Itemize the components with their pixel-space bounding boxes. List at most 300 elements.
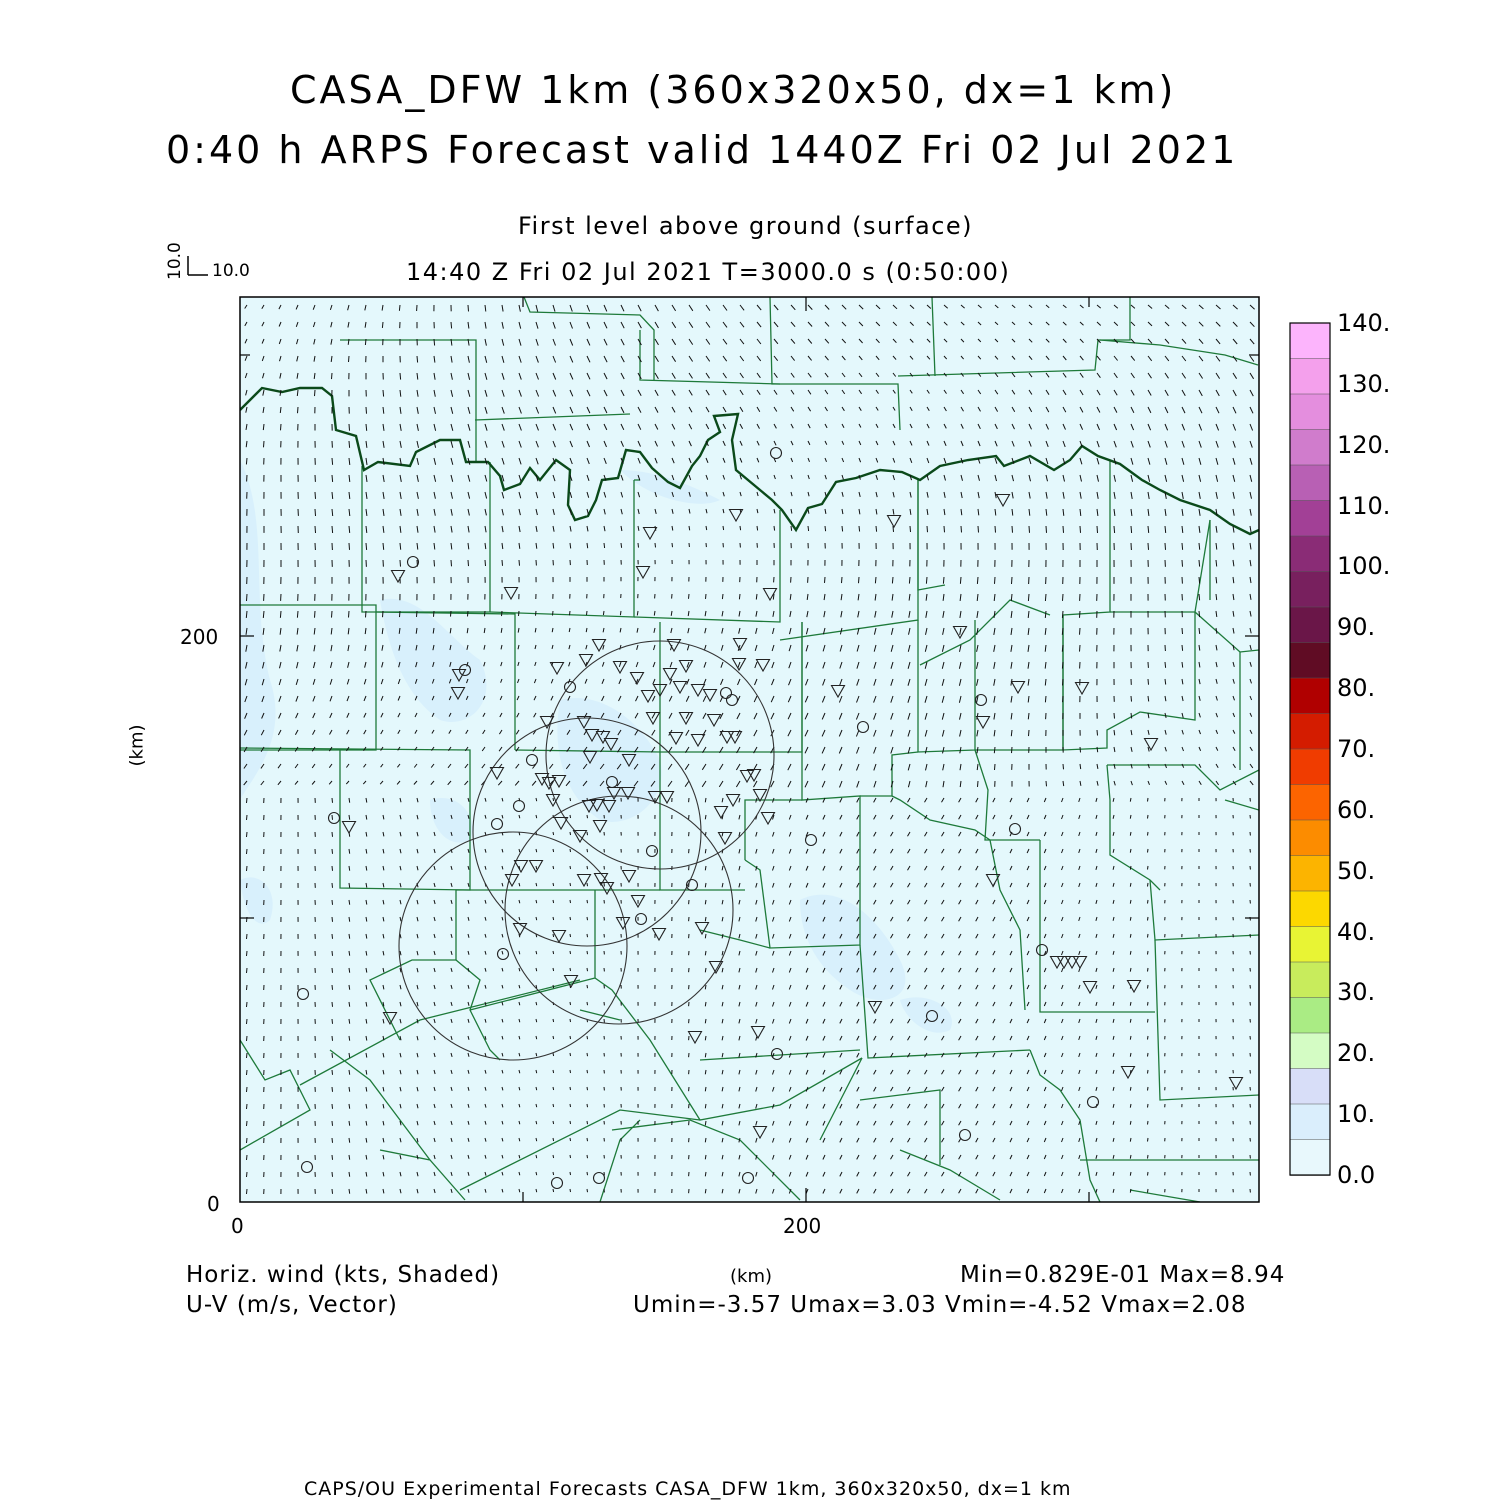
wind-vector <box>1130 968 1131 972</box>
wind-vector <box>1199 594 1200 600</box>
wind-vector <box>960 577 961 584</box>
wind-vector <box>365 339 366 345</box>
wind-vector <box>1148 900 1149 904</box>
colorbar-swatch <box>1290 501 1330 537</box>
wind-vector <box>1130 815 1131 819</box>
colorbar-label: 100. <box>1337 552 1391 581</box>
wind-vector <box>332 1172 333 1177</box>
wind-vector <box>247 594 248 601</box>
wind-vector <box>366 424 367 431</box>
wind-vector <box>332 475 333 482</box>
wind-vector <box>434 339 435 346</box>
wind-vector <box>1028 594 1029 601</box>
wind-vector <box>570 1138 571 1141</box>
wind-vector <box>705 985 706 989</box>
colorbar-swatch <box>1290 359 1330 395</box>
wind-vector <box>553 934 554 937</box>
colorbar-label: 30. <box>1337 978 1376 1007</box>
wind-vector <box>349 1121 350 1126</box>
wind-vector <box>536 1002 537 1005</box>
wind-vector <box>349 543 350 550</box>
wind-vector <box>366 407 367 414</box>
wind-vector <box>1063 679 1064 685</box>
wind-vector <box>332 934 333 939</box>
wind-vector <box>1097 526 1098 533</box>
wind-vector <box>553 543 554 549</box>
wind-vector <box>247 951 248 956</box>
wind-vector <box>1130 1155 1131 1159</box>
wind-vector <box>297 390 298 396</box>
colorbar-label: 140. <box>1337 309 1391 337</box>
wind-vector <box>1130 1189 1131 1193</box>
wind-vector <box>587 1121 588 1124</box>
wind-vector <box>587 1104 588 1107</box>
wind-vector <box>247 1189 248 1194</box>
wind-vector <box>927 526 928 532</box>
wind-vector <box>536 883 537 886</box>
title-line2: 0:40 h ARPS Forecast valid 1440Z Fri 02 Jul 2021 <box>166 128 1239 172</box>
wind-vector <box>383 611 384 617</box>
wind-vector <box>247 1138 248 1143</box>
wind-vector <box>587 611 588 615</box>
wind-vector <box>637 611 638 615</box>
wind-vector <box>349 917 350 922</box>
wind-vector <box>553 1121 554 1124</box>
wind-vector <box>349 526 350 533</box>
wind-vector <box>553 1053 554 1056</box>
y-axis-label: (km) <box>126 724 148 767</box>
wind-vector <box>705 900 706 904</box>
wind-vector <box>1130 1087 1131 1091</box>
wind-vector <box>587 917 588 920</box>
wind-vector <box>944 526 945 532</box>
wind-vector <box>553 1189 554 1192</box>
wind-vector <box>485 611 486 616</box>
wind-vector <box>995 526 996 533</box>
vector-key-u-label: 10.0 <box>212 261 250 281</box>
wind-vector <box>1130 1053 1131 1057</box>
wind-vector <box>349 815 350 820</box>
wind-vector <box>553 798 554 801</box>
wind-vector <box>349 900 350 905</box>
wind-vector <box>570 866 571 869</box>
wind-vector <box>332 1036 333 1041</box>
wind-vector <box>791 526 792 531</box>
wind-vector <box>536 1172 537 1175</box>
wind-vector <box>1114 730 1115 735</box>
wind-vector <box>587 883 588 886</box>
wind-vector <box>587 1087 588 1090</box>
wind-vector <box>1148 1189 1149 1193</box>
colorbar-swatch <box>1290 785 1330 821</box>
wind-vector <box>739 594 740 599</box>
wind-vector <box>315 611 316 618</box>
wind-vector <box>553 1036 554 1039</box>
wind-vector <box>536 1121 537 1124</box>
wind-vector <box>1148 951 1149 955</box>
wind-vector <box>247 985 248 990</box>
wind-vector <box>332 1155 333 1160</box>
wind-vector <box>910 526 911 532</box>
wind-vector <box>570 968 571 971</box>
wind-vector <box>1062 611 1063 618</box>
wind-vector <box>1148 985 1149 989</box>
wind-vector <box>349 611 350 618</box>
wind-vector <box>1130 849 1131 853</box>
wind-vector <box>1097 730 1098 736</box>
wind-vector <box>1148 968 1149 972</box>
wind-vector <box>570 543 571 548</box>
wind-vector <box>349 1002 350 1007</box>
wind-vector <box>570 1172 571 1175</box>
wind-vector <box>1148 866 1149 870</box>
wind-vector <box>1199 628 1200 634</box>
wind-vector <box>722 594 723 599</box>
wind-vector <box>1062 628 1063 635</box>
wind-vector <box>399 305 400 311</box>
wind-vector <box>332 1053 333 1058</box>
wind-vector <box>247 968 248 973</box>
wind-vector <box>705 1070 706 1074</box>
colorbar-label: 120. <box>1337 430 1391 459</box>
wind-vector <box>1165 662 1166 668</box>
wind-vector <box>706 594 707 599</box>
wind-vector <box>280 611 281 618</box>
wind-vector <box>1182 645 1183 651</box>
colorbar-label: 70. <box>1337 735 1376 763</box>
wind-vector <box>570 1087 571 1090</box>
colorbar-swatch <box>1290 643 1330 679</box>
wind-vector <box>553 1155 554 1158</box>
wind-vector <box>247 883 248 888</box>
wind-vector <box>1148 1104 1149 1108</box>
wind-vector <box>383 390 384 397</box>
wind-vector <box>705 1172 706 1176</box>
wind-vector <box>332 1019 333 1024</box>
wind-vector <box>1012 526 1013 533</box>
wind-vector <box>570 611 571 615</box>
wind-vector <box>859 526 860 532</box>
wind-vector <box>536 1138 537 1141</box>
wind-vector <box>842 526 843 531</box>
wind-vector <box>587 849 588 852</box>
wind-vector <box>553 611 554 616</box>
wind-vector <box>1012 577 1013 584</box>
colorbar-swatch <box>1290 962 1330 998</box>
wind-vector <box>1029 730 1030 736</box>
wind-vector <box>570 1053 571 1056</box>
wind-vector <box>705 815 706 819</box>
wind-vector <box>332 985 333 990</box>
colorbar-swatch <box>1290 572 1330 608</box>
wind-vector <box>1148 1155 1149 1159</box>
wind-vector <box>705 1189 706 1193</box>
wind-vector <box>570 917 571 920</box>
wind-vector <box>349 356 350 362</box>
wind-vector <box>570 1189 571 1192</box>
wind-vector <box>263 611 264 618</box>
wind-vector <box>246 458 247 464</box>
wind-vector <box>1148 679 1149 685</box>
wind-vector <box>587 543 588 548</box>
wind-vector <box>1148 917 1149 921</box>
colorbar-label: 90. <box>1337 613 1376 642</box>
wind-vector <box>366 543 367 550</box>
wind-vector <box>1046 526 1047 533</box>
wind-vector <box>1148 883 1149 887</box>
wind-vector <box>332 1070 333 1075</box>
wind-vector <box>332 373 333 379</box>
wind-vector <box>587 1138 588 1141</box>
wind-vector <box>587 1053 588 1056</box>
wind-vector <box>705 866 706 870</box>
colorbar-swatch <box>1290 323 1330 359</box>
wind-vector <box>1130 1172 1131 1176</box>
wind-vector <box>247 815 248 820</box>
wind-vector <box>774 526 775 531</box>
wind-vector <box>332 883 333 888</box>
colorbar-swatch <box>1290 607 1330 643</box>
wind-vector <box>553 968 554 971</box>
wind-vector <box>1199 577 1200 584</box>
wind-vector <box>349 798 350 803</box>
wind-vector <box>1130 1036 1131 1040</box>
wind-vector <box>349 883 350 888</box>
wind-vector <box>961 526 962 532</box>
wind-vector <box>1045 696 1046 702</box>
wind-vector <box>654 611 655 616</box>
wind-vector <box>1011 594 1012 601</box>
wind-vector <box>1131 526 1132 533</box>
colorbar-swatch <box>1290 678 1330 714</box>
wind-vector <box>247 1019 248 1024</box>
wind-vector <box>723 526 724 530</box>
wind-vector <box>349 1155 350 1160</box>
wind-vector <box>1148 1121 1149 1125</box>
wind-vector <box>349 951 350 956</box>
wind-vector <box>570 900 571 903</box>
wind-vector <box>587 832 588 835</box>
wind-vector <box>536 1036 537 1039</box>
wind-vector <box>247 934 248 939</box>
wind-vector <box>297 611 298 618</box>
wind-vector <box>1165 543 1166 550</box>
wind-vector <box>604 543 605 548</box>
wind-vector <box>1130 798 1131 802</box>
subtitle-time: 14:40 Z Fri 02 Jul 2021 T=3000.0 s (0:50:00) <box>406 258 1011 286</box>
wind-vector <box>1148 1138 1149 1142</box>
wind-vector <box>587 1172 588 1175</box>
wind-vector <box>587 900 588 903</box>
wind-vector <box>1063 764 1064 769</box>
wind-vector <box>705 849 706 853</box>
colorbar-label: 10. <box>1337 1100 1376 1129</box>
wind-vector <box>587 985 588 988</box>
wind-vector <box>570 1104 571 1107</box>
colorbar-label: 60. <box>1337 795 1376 824</box>
wind-vector <box>536 798 537 801</box>
colorbar-swatch <box>1290 465 1330 501</box>
wind-vector <box>553 1104 554 1107</box>
wind-vector <box>570 1155 571 1158</box>
wind-vector <box>451 560 452 566</box>
legend-shaded: Horiz. wind (kts, Shaded) <box>186 1262 501 1288</box>
wind-vector <box>349 1070 350 1075</box>
wind-vector <box>536 1189 537 1192</box>
wind-vector <box>332 900 333 905</box>
colorbar-swatch <box>1290 430 1330 466</box>
wind-vector <box>349 1087 350 1092</box>
wind-vector <box>1130 1138 1131 1142</box>
wind-vector <box>536 1087 537 1090</box>
wind-vector <box>1063 781 1064 786</box>
wind-vector <box>332 1087 333 1092</box>
wind-vector <box>994 747 995 753</box>
legend-vector: U-V (m/s, Vector) <box>186 1292 398 1318</box>
wind-vector <box>570 798 571 801</box>
wind-vector <box>1080 645 1081 652</box>
wind-vector <box>332 1138 333 1143</box>
title-line1: CASA_DFW 1km (360x320x50, dx=1 km) <box>290 68 1177 112</box>
wind-vector <box>298 407 299 413</box>
wind-vector <box>1045 594 1046 601</box>
wind-vector <box>570 832 571 835</box>
wind-vector <box>349 1172 350 1177</box>
wind-vector <box>536 1019 537 1022</box>
wind-vector <box>536 815 537 818</box>
wind-vector <box>603 611 604 615</box>
wind-vector <box>247 1036 248 1041</box>
wind-vector <box>1028 713 1029 719</box>
wind-vector <box>1130 1104 1131 1108</box>
wind-vector <box>1130 934 1131 938</box>
wind-vector <box>349 1138 350 1143</box>
wind-vector <box>383 543 384 550</box>
wind-vector <box>366 611 367 617</box>
wind-vector <box>332 798 333 803</box>
wind-vector <box>349 1019 350 1024</box>
wind-vector <box>349 934 350 939</box>
wind-vector <box>468 560 469 566</box>
wind-vector <box>842 577 843 583</box>
wind-vector <box>705 1053 706 1057</box>
wind-vector <box>1148 1070 1149 1074</box>
colorbar-label: 50. <box>1337 856 1376 885</box>
wind-vector <box>332 611 333 618</box>
wind-vector <box>553 1087 554 1090</box>
wind-vector <box>332 968 333 973</box>
wind-vector <box>943 577 944 584</box>
wind-vector <box>1063 526 1064 533</box>
colorbar-swatch <box>1290 856 1330 892</box>
wind-vector <box>332 509 333 516</box>
wind-vector <box>349 849 350 854</box>
wind-vector <box>315 492 316 499</box>
wind-vector <box>1199 560 1200 567</box>
wind-vector <box>247 900 248 905</box>
wind-vector <box>332 849 333 854</box>
wind-vector <box>1114 526 1115 533</box>
wind-vector <box>1199 543 1200 550</box>
wind-vector <box>417 611 418 617</box>
wind-vector <box>859 577 860 583</box>
wind-vector <box>536 951 537 954</box>
wind-vector <box>757 526 758 530</box>
wind-vector <box>706 526 707 530</box>
wind-vector <box>400 373 401 380</box>
wind-vector <box>638 543 639 548</box>
wind-vector <box>705 1002 706 1006</box>
wind-vector <box>1114 713 1115 719</box>
wind-vector <box>1130 1002 1131 1006</box>
wind-vector <box>705 1104 706 1108</box>
wind-vector <box>536 900 537 903</box>
wind-vector <box>756 594 757 600</box>
wind-vector <box>247 1104 248 1109</box>
wind-vector <box>1148 1019 1149 1023</box>
wind-vector <box>978 781 979 787</box>
wind-vector <box>1046 781 1047 786</box>
wind-vector <box>349 1104 350 1109</box>
wind-vector <box>977 577 978 584</box>
wind-vector <box>332 1002 333 1007</box>
wind-vector <box>468 305 469 311</box>
wind-vector <box>587 815 588 818</box>
wind-vector <box>553 1019 554 1022</box>
wind-vector <box>434 560 435 566</box>
wind-vector <box>1130 1019 1131 1023</box>
wind-vector <box>1182 543 1183 550</box>
wind-vector <box>1165 679 1166 685</box>
wind-vector <box>1062 645 1063 652</box>
wind-vector <box>1148 934 1149 938</box>
wind-vector <box>705 951 706 955</box>
wind-vector <box>1148 526 1149 533</box>
wind-vector <box>536 849 537 852</box>
wind-vector <box>1216 594 1217 600</box>
wind-vector <box>1182 662 1183 668</box>
wind-vector <box>247 832 248 837</box>
wind-vector <box>587 968 588 971</box>
wind-vector <box>485 560 486 566</box>
wind-vector <box>553 832 554 835</box>
wind-vector <box>1130 883 1131 887</box>
wind-vector <box>1062 662 1063 669</box>
wind-vector <box>247 1070 248 1075</box>
wind-vector <box>246 611 247 618</box>
colorbar-swatch <box>1290 394 1330 430</box>
wind-vector <box>587 951 588 954</box>
colorbar-swatch <box>1290 714 1330 750</box>
wind-vector <box>740 526 741 530</box>
wind-vector <box>825 526 826 531</box>
wind-vector <box>247 798 248 803</box>
wind-vector <box>1080 628 1081 635</box>
wind-vector <box>553 883 554 886</box>
wind-vector <box>1148 1002 1149 1006</box>
wind-vector <box>315 390 316 396</box>
wind-vector <box>570 1036 571 1039</box>
wind-vector <box>247 1087 248 1092</box>
stats-minmax: Min=0.829E-01 Max=8.94 <box>960 1262 1286 1288</box>
wind-vector <box>247 1053 248 1058</box>
wind-vector <box>332 1189 333 1194</box>
wind-vector <box>1216 577 1217 583</box>
y-tick-label-200: 200 <box>180 625 219 649</box>
wind-vector <box>1148 798 1149 802</box>
wind-vector <box>587 1155 588 1158</box>
stats-uv-minmax: Umin=-3.57 Umax=3.03 Vmin=-4.52 Vmax=2.08 <box>633 1292 1247 1318</box>
